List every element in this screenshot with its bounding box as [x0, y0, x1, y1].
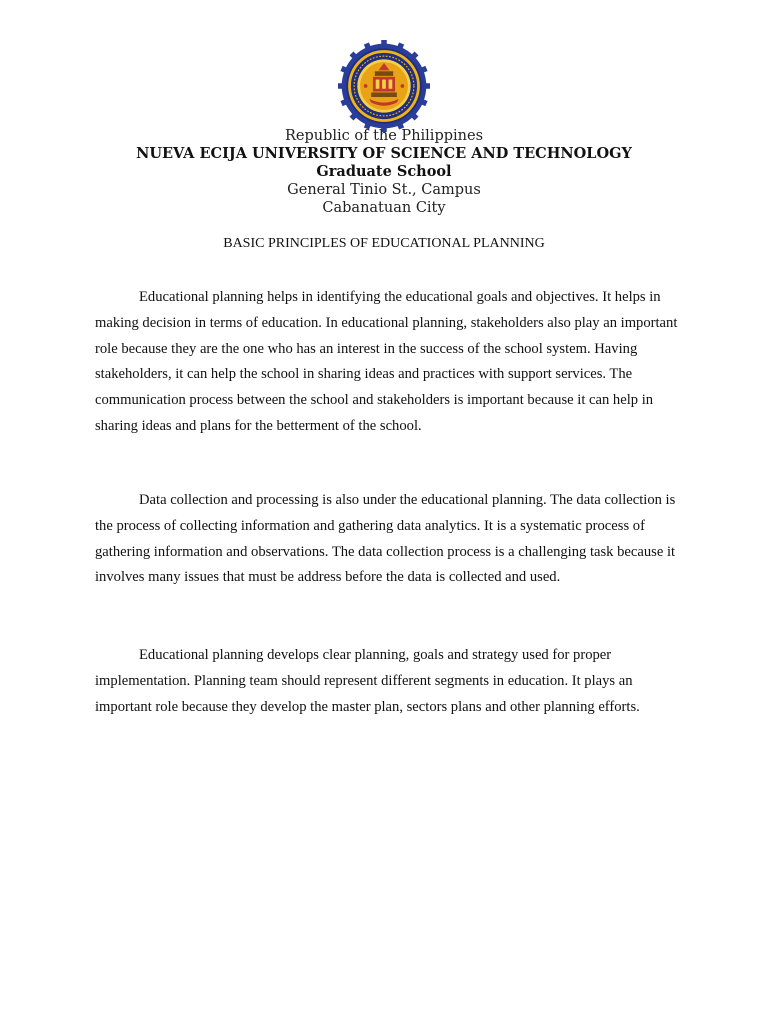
document-title: BASIC PRINCIPLES OF EDUCATIONAL PLANNING [223, 236, 545, 251]
paragraph-1 [95, 285, 680, 440]
paragraph-2 [95, 488, 680, 591]
city: Cabanatuan City [322, 200, 446, 216]
university-name: NUEVA ECIJA UNIVERSITY OF SCIENCE AND TECHNOLOGY [136, 145, 632, 162]
letterhead [0, 127, 768, 217]
paragraph-3 [95, 643, 680, 720]
paragraph-text: Data collection and processing is also under the educational planning. The data collection is the process of collecting information and gathering data analytics. It is a systematic process of gathering information and observations. The data collection process is a challenging task because it involves many issues that must be address before the data is collected and used. [95, 492, 676, 586]
paragraph-text: Educational planning helps in identifying the educational goals and objectives. It helps in making decision in terms of education. In educational planning, stakeholders also play an important role because they are the one who has an interest in the success of the school system. Having stakeholders, it can help the school in sharing ideas and practices with support services. The communication process between the school and stakeholders is important because it can help in sharing ideas and plans for the betterment of the school. [95, 289, 678, 434]
republic-line: Republic of the Philippines [284, 128, 484, 144]
campus-address: General Tinio St., Campus [287, 182, 481, 198]
paragraph-text: Educational planning develops clear planning, goals and strategy used for proper implementation. Planning team should represent different segments in education. It plays an important role because they develop the master plan, sectors plans and other planning efforts. [95, 647, 640, 715]
graduate-school: Graduate School [316, 163, 452, 180]
university-seal-icon [338, 40, 430, 132]
